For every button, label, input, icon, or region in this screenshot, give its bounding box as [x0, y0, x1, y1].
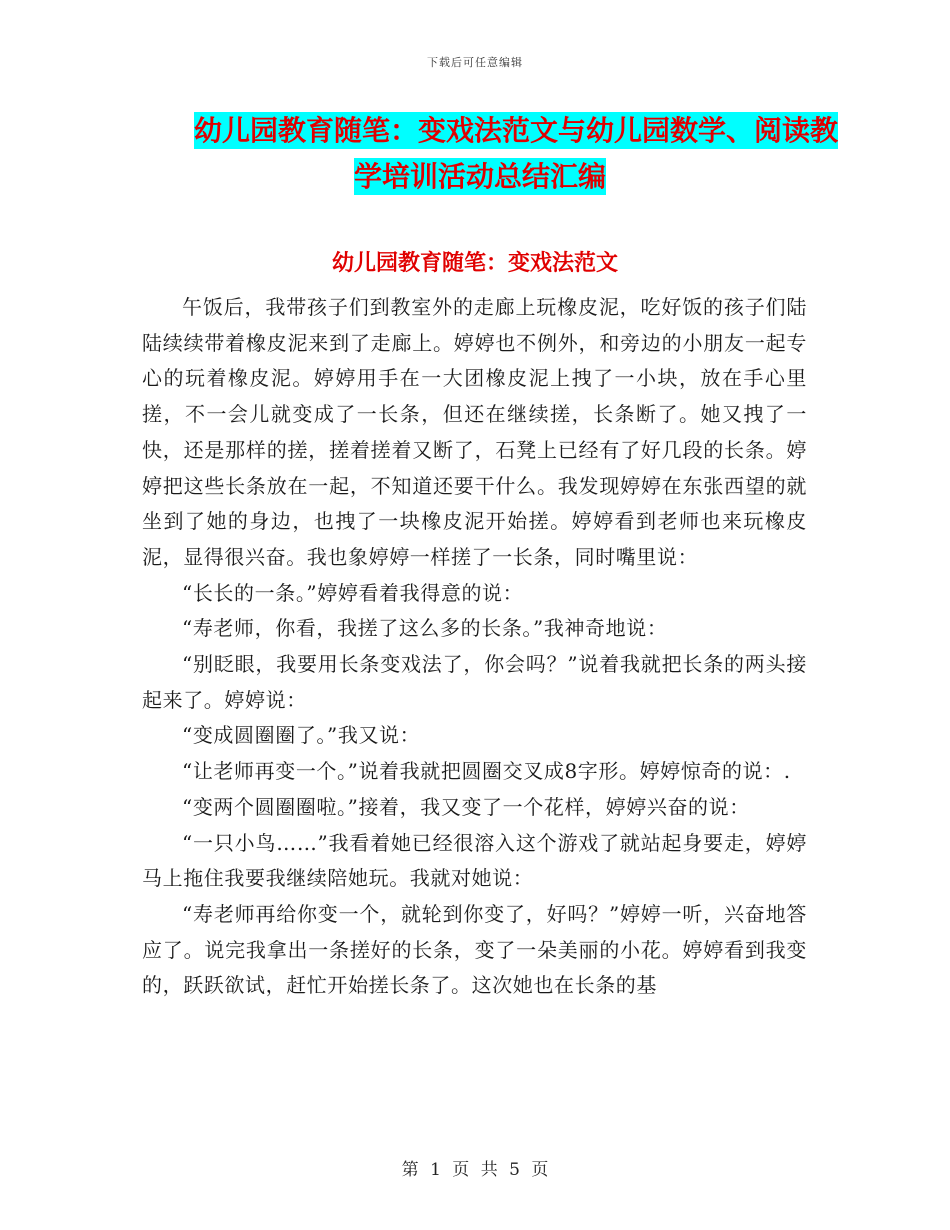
- article-body: [142, 290, 807, 1004]
- section-title: 幼儿园教育随笔：变戏法范文: [331, 251, 618, 276]
- paragraph: “寿老师再给你变一个，就轮到你变了，好吗？”婷婷一听，兴奋地答应了。说完我拿出一条搓好的长条，变了一朵美丽的小花。婷婷看到我变的，跃跃欲试，赶忙开始搓长条了。这次她也在长条的基: [142, 901, 807, 998]
- paragraph: “别眨眼，我要用长条变戏法了，你会吗？”说着我就把长条的两头接起来了。婷婷说：: [142, 652, 807, 712]
- paragraph: “寿老师，你看，我搓了这么多的长条。”我神奇地说：: [182, 616, 668, 641]
- document-title-line-1: 幼儿园教育随笔：变戏法范文与幼儿园数学、阅读教: [194, 114, 839, 147]
- page-footer: 第 1 页 共 5 页: [401, 1160, 549, 1180]
- paragraph: 午饭后，我带孩子们到教室外的走廊上玩橡皮泥，吃好饭的孩子们陆陆续续带着橡皮泥来到了走廊上。婷婷也不例外，和旁边的小朋友一起专心的玩着橡皮泥。婷婷用手在一大团橡皮泥上拽了一小块，放在手心里搓，不一会儿就变成了一长条，但还在继续搓，长条断了。她又拽了一快，还是那样的搓，搓着搓着又断了，石凳上已经有了好几段的长条。婷婷把这些长条放在一起，不知道还要干什么。我发现婷婷在东张西望的就坐到了她的身边，也拽了一块橡皮泥开始搓。婷婷看到老师也来玩橡皮泥，显得很兴奋。我也象婷婷一样搓了一长条，同时嘴里说：: [142, 295, 807, 569]
- header-note: 下载后可任意编辑: [427, 56, 523, 69]
- paragraph: “变两个圆圈圈啦。”接着，我又变了一个花样，婷婷兴奋的说：: [182, 794, 750, 819]
- paragraph: “让老师再变一个。”说着我就把圆圈交叉成8字形。婷婷惊奇的说：.: [182, 759, 791, 784]
- paragraph: “变成圆圈圈了。”我又说：: [182, 723, 421, 748]
- document-title: [140, 108, 839, 200]
- paragraph: “长长的一条。”婷婷看着我得意的说：: [182, 580, 524, 605]
- document-title-line-2: 学培训活动总结汇编: [354, 160, 607, 193]
- paragraph: “一只小鸟……”我看着她已经很溶入这个游戏了就站起身要走，婷婷马上拖住我要我继续陪她玩。我就对她说：: [142, 830, 807, 891]
